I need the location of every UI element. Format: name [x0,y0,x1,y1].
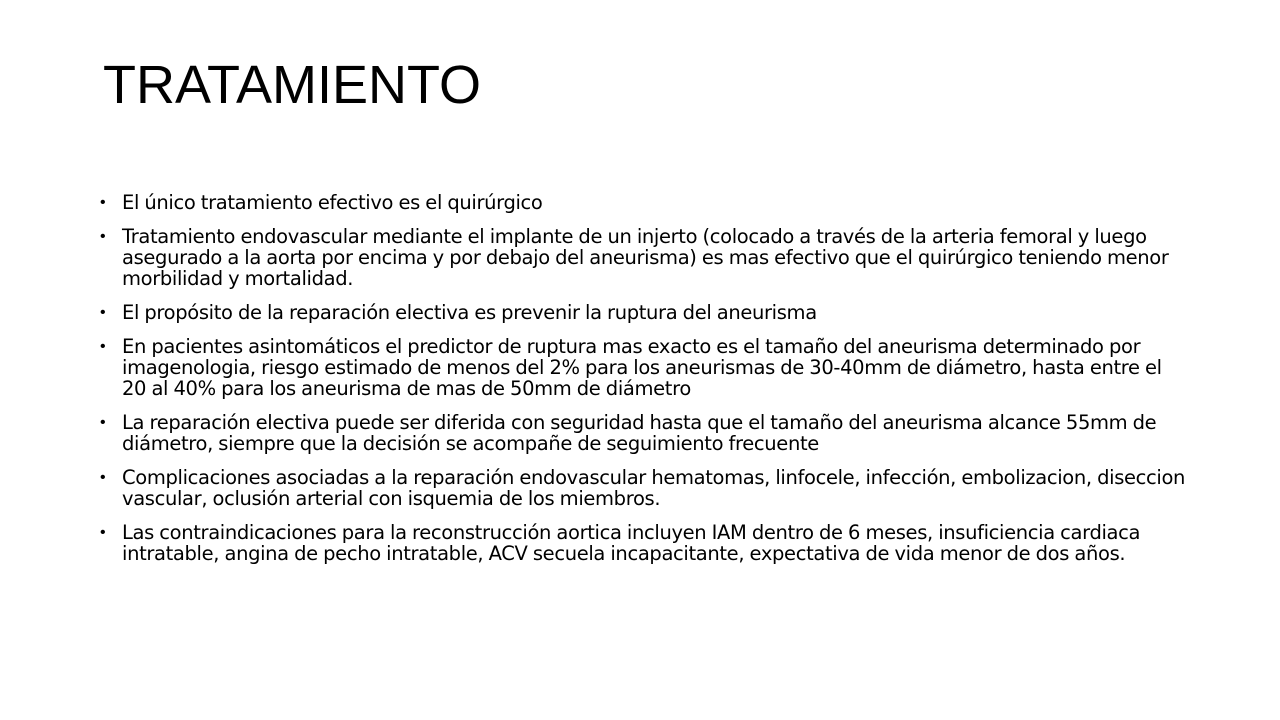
bullet-text: El propósito de la reparación electiva es prevenir la ruptura del aneurisma [122,301,817,324]
slide-title: TRATAMIENTO [103,55,481,115]
bullet-item [100,412,1190,454]
bullet-item [100,226,1190,289]
bullet-text: Las contraindicaciones para la reconstrucción aortica incluyen IAM dentro de 6 meses, insuficiencia cardiaca intratable, angina de pecho intratable, ACV secuela incapacitante, expectativa de vida menor de dos años. [122,521,1141,565]
bullet-text: En pacientes asintomáticos el predictor de ruptura mas exacto es el tamaño del aneurisma determinado por imagenologia, riesgo estimado de menos del 2% para los aneurismas de 30-40mm de diámetro, hasta entre el 20 al 40% para los aneurisma de mas de 50mm de diámetro [122,335,1162,400]
bullet-item [100,467,1190,509]
bullet-dot-icon: • [100,304,106,321]
bullet-text: El único tratamiento efectivo es el quirúrgico [122,191,543,214]
bullet-dot-icon: • [100,469,106,486]
bullet-dot-icon: • [100,524,106,541]
bullet-text: Complicaciones asociadas a la reparación endovascular hematomas, linfocele, infección, embolizacion, diseccion vascular, oclusión arterial con isquemia de los miembros. [122,466,1186,510]
bullet-item [100,192,1190,213]
bullet-dot-icon: • [100,194,106,211]
bullet-item [100,522,1190,564]
bullet-dot-icon: • [100,414,106,431]
bullet-dot-icon: • [100,338,106,355]
bullet-item [100,302,1190,323]
bullet-list [100,192,1190,577]
bullet-dot-icon: • [100,228,106,245]
bullet-text: Tratamiento endovascular mediante el implante de un injerto (colocado a través de la arteria femoral y luego asegurado a la aorta por encima y por debajo del aneurisma) es mas efectivo que el quirúrgico teniendo menor morbilidad y mortalidad. [122,225,1169,290]
bullet-item [100,336,1190,399]
bullet-text: La reparación electiva puede ser diferida con seguridad hasta que el tamaño del aneurisma alcance 55mm de diámetro, siempre que la decisión se acompañe de seguimiento frecuente [122,411,1157,455]
